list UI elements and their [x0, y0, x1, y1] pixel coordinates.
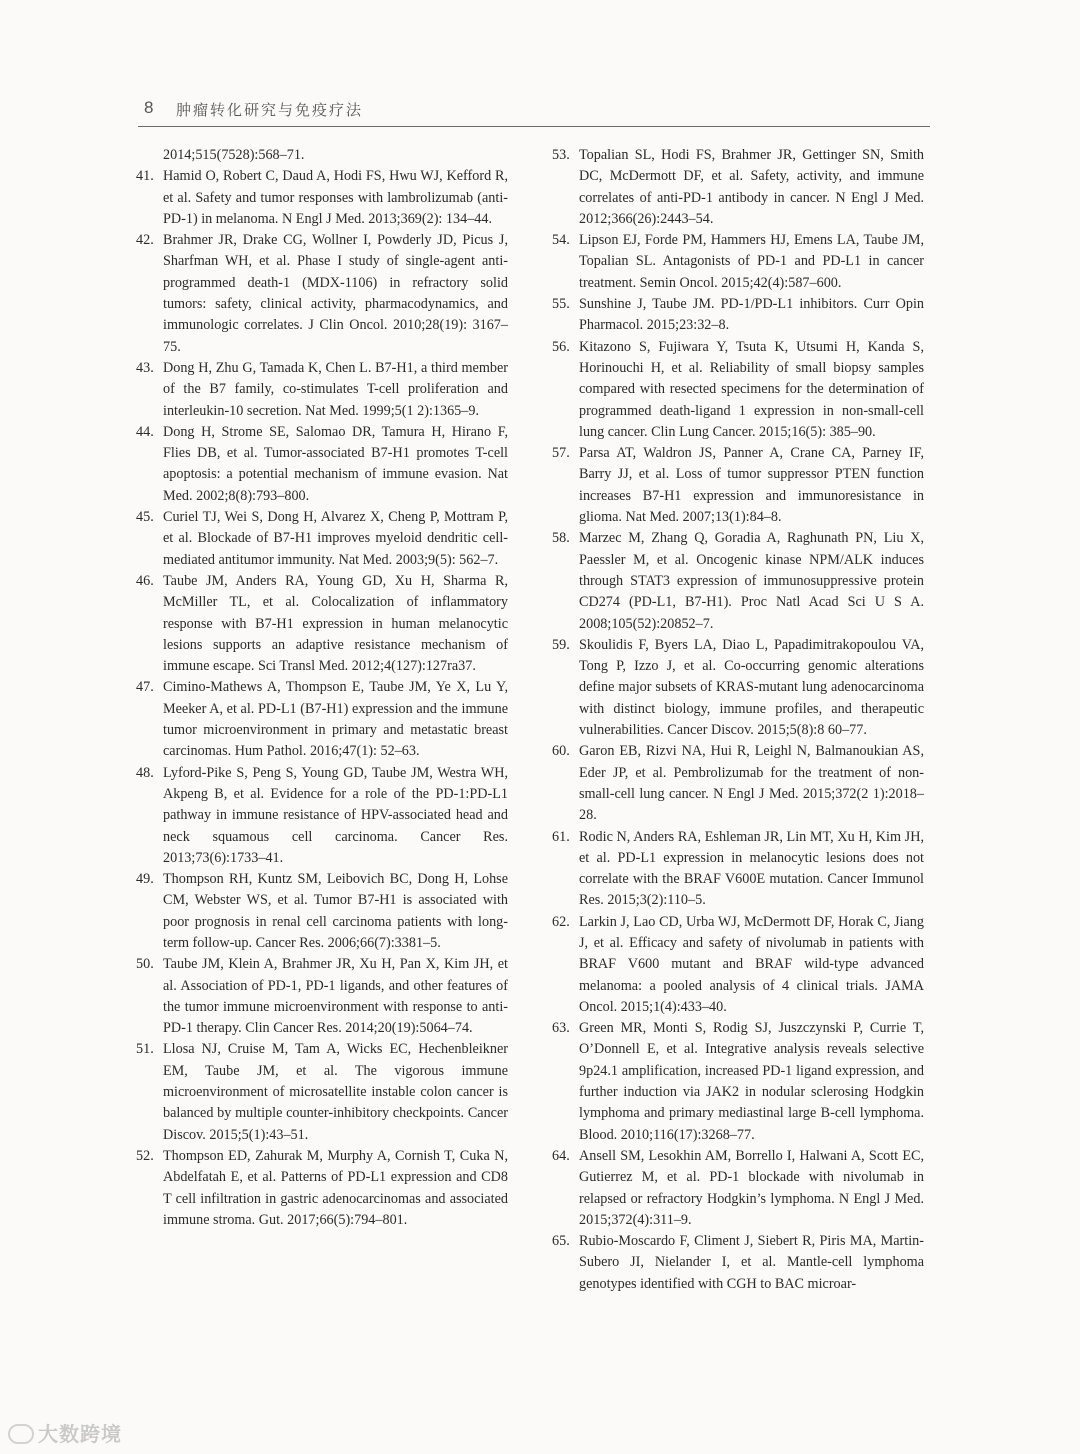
reference-number: 64. [552, 1147, 570, 1164]
reference-number: 58. [552, 530, 570, 547]
reference-item [136, 166, 508, 230]
reference-item [552, 294, 924, 337]
reference-item [552, 1231, 924, 1295]
reference-item [136, 422, 508, 507]
book-title: 肿瘤转化研究与免疫疗法 [176, 101, 364, 119]
reference-item [136, 230, 508, 358]
reference-text: Larkin J, Lao CD, Urba WJ, McDermott DF, Horak C, Jiang J, et al. Efficacy and safety of nivolumab in patients with BRAF V600 mutant and BRAF wild-type advanced melanoma: a pooled analysis of 4 clinical trials. JAMA Oncol. 2015;1(4):433–40. [579, 913, 924, 1015]
reference-text: Lipson EJ, Forde PM, Hammers HJ, Emens LA, Taube JM, Topalian SL. Antagonists of PD-1 and PD-L1 in cancer treatment. Semin Oncol. 2015;42(4):587–600. [579, 232, 924, 291]
reference-number: 49. [136, 871, 154, 888]
page-number: 8 [144, 98, 154, 117]
reference-number: 63. [552, 1020, 570, 1037]
watermark-logo-icon [8, 1424, 34, 1444]
reference-text: Marzec M, Zhang Q, Goradia A, Raghunath PN, Liu X, Paessler M, et al. Oncogenic kinase NPM/ALK induces through STAT3 expression of immunosuppressive protein CD274 (PD-L1, B7-H1). Proc Natl Acad Sci U S A. 2008;105(52):20852–7. [579, 530, 924, 632]
reference-text: Kitazono S, Fujiwara Y, Tsuta K, Utsumi H, Kanda S, Horinouchi H, et al. Reliability of small biopsy samples compared with resected specimens for the determination of programmed death-ligand 1 expression in non-small-cell lung cancer. Clin Lung Cancer. 2015;16(5): 385–90. [579, 338, 924, 440]
reference-number: 51. [136, 1041, 154, 1058]
watermark [8, 1418, 122, 1447]
reference-item [552, 145, 924, 230]
right-column [552, 145, 924, 1295]
reference-item [136, 1146, 508, 1231]
reference-text: Skoulidis F, Byers LA, Diao L, Papadimitrakopoulou VA, Tong P, Izzo J, et al. Co-occurring genomic alterations define major subsets of KRAS-mutant lung adenocarcinoma with distinct biology, immune profiles, and therapeutic vulnerabilities. Cancer Discov. 2015;5(8):8 60–77. [579, 636, 924, 739]
reference-number: 56. [552, 338, 570, 355]
reference-item [136, 571, 508, 677]
reference-continuation [136, 145, 508, 166]
reference-text: Brahmer JR, Drake CG, Wollner I, Powderly JD, Picus J, Sharfman WH, et al. Phase I study of single-agent anti-programmed death-1 (MDX-1106) in refractory solid tumors: safety, clinical activity, pharmacodynamics, and immunologic correlates. J Clin Oncol. 2010;28(19): 3167–75. [163, 232, 508, 355]
reference-text: Parsa AT, Waldron JS, Panner A, Crane CA, Parney IF, Barry JJ, et al. Loss of tumor suppressor PTEN function increases B7-H1 expression and immunoresistance in glioma. Nat Med. 2007;13(1):84–8. [579, 445, 924, 526]
reference-text: Taube JM, Klein A, Brahmer JR, Xu H, Pan X, Kim JH, et al. Association of PD-1, PD-1 ligands, and other features of the tumor immune microenvironment with response to anti-PD-1 therapy. Clin Cancer Res. 2014;20(19):5064–74. [163, 956, 508, 1037]
reference-number: 52. [136, 1147, 154, 1164]
reference-number: 53. [552, 147, 570, 163]
reference-item [552, 230, 924, 294]
reference-number: 57. [552, 445, 570, 462]
reference-item [552, 528, 924, 634]
reference-item [552, 635, 924, 741]
reference-item [136, 358, 508, 422]
reference-item [552, 741, 924, 826]
reference-item [552, 1018, 924, 1146]
reference-text: Garon EB, Rizvi NA, Hui R, Leighl N, Balmanoukian AS, Eder JP, et al. Pembrolizumab for the treatment of non-small-cell lung cancer. N Engl J Med. 2015;372(2 1):2018–28. [579, 743, 924, 824]
reference-number: 62. [552, 913, 570, 930]
reference-number: 43. [136, 359, 154, 376]
reference-number: 55. [552, 296, 570, 313]
reference-text: Topalian SL, Hodi FS, Brahmer JR, Gettinger SN, Smith DC, McDermott DF, et al. Safety, activity, and immune correlates of anti-PD-1 antibody in cancer. N Engl J Med. 2012;366(26):2443–54. [579, 147, 924, 227]
watermark-text: 大数跨境 [38, 1422, 122, 1446]
reference-text: Dong H, Strome SE, Salomao DR, Tamura H, Hirano F, Flies DB, et al. Tumor-associated B7-H1 promotes T-cell apoptosis: a potential mechanism of immune evasion. Nat Med. 2002;8(8):793–800. [163, 423, 508, 504]
reference-number: 45. [136, 509, 154, 526]
reference-number: 46. [136, 572, 154, 589]
reference-item [136, 677, 508, 762]
reference-text: Rubio-Moscardo F, Climent J, Siebert R, Piris MA, Martin-Subero JI, Nielander I, et al. Mantle-cell lymphoma genotypes identified with CGH to BAC microar- [579, 1233, 924, 1292]
reference-text: Taube JM, Anders RA, Young GD, Xu H, Sharma R, McMiller TL, et al. Colocalization of inflammatory response with B7-H1 expression in human melanocytic lesions supports an adaptive resistance mechanism of immune escape. Sci Transl Med. 2012;4(127):127ra37. [163, 572, 508, 675]
reference-item [136, 763, 508, 869]
reference-number: 44. [136, 423, 154, 440]
reference-item [552, 337, 924, 443]
reference-text: Thompson ED, Zahurak M, Murphy A, Cornish T, Cuka N, Abdelfatah E, et al. Patterns of PD-L1 expression and CD8 T cell infiltration in gastric adenocarcinomas and associated immune stroma. Gut. 2017;66(5):794–801. [163, 1147, 508, 1228]
reference-text: Ansell SM, Lesokhin AM, Borrello I, Halwani A, Scott EC, Gutierrez M, et al. PD-1 blockade with nivolumab in relapsed or refractory Hodgkin’s lymphoma. N Engl J Med. 2015;372(4):311–9. [579, 1147, 924, 1228]
reference-number: 48. [136, 764, 154, 781]
reference-number: 50. [136, 956, 154, 973]
reference-item [552, 827, 924, 912]
reference-number: 41. [136, 168, 154, 185]
page-header [138, 96, 930, 127]
reference-text: Cimino-Mathews A, Thompson E, Taube JM, Ye X, Lu Y, Meeker A, et al. PD-L1 (B7-H1) expression and the immune tumor microenvironment in primary and metastatic breast carcinomas. Hum Pathol. 2016;47(1): 52–63. [163, 679, 508, 760]
reference-text: Thompson RH, Kuntz SM, Leibovich BC, Dong H, Lohse CM, Webster WS, et al. Tumor B7-H1 is associated with poor prognosis in renal cell carcinoma patients with long-term follow-up. Cancer Res. 2006;66(7):3381–5. [163, 871, 508, 951]
reference-number: 61. [552, 828, 570, 845]
reference-item [552, 912, 924, 1018]
reference-text: Sunshine J, Taube JM. PD-1/PD-L1 inhibitors. Curr Opin Pharmacol. 2015;23:32–8. [579, 296, 924, 334]
reference-number: 65. [552, 1233, 570, 1250]
reference-text: 2014;515(7528):568–71. [163, 147, 305, 163]
reference-text: Green MR, Monti S, Rodig SJ, Juszczynski P, Currie T, O’Donnell E, et al. Integrative analysis reveals selective 9p24.1 amplification, increased PD-1 ligand expression, and further induction via JAK2 in nodular sclerosing Hodgkin lymphoma and primary mediastinal large B-cell lymphoma. Blood. 2010;116(17):3268–77. [579, 1020, 924, 1143]
reference-text: Lyford-Pike S, Peng S, Young GD, Taube JM, Westra WH, Akpeng B, et al. Evidence for a role of the PD-1:PD-L1 pathway in immune resistance of HPV-associated head and neck squamous cell carcinoma. Cancer Res. 2013;73(6):1733–41. [163, 764, 508, 866]
reference-number: 59. [552, 636, 570, 653]
reference-text: Hamid O, Robert C, Daud A, Hodi FS, Hwu WJ, Kefford R, et al. Safety and tumor responses with lambrolizumab (anti-PD-1) in melanoma. N Engl J Med. 2013;369(2): 134–44. [163, 168, 508, 227]
reference-number: 54. [552, 232, 570, 249]
reference-item [136, 1039, 508, 1145]
reference-item [552, 443, 924, 528]
reference-item [136, 869, 508, 954]
reference-text: Rodic N, Anders RA, Eshleman JR, Lin MT, Xu H, Kim JH, et al. PD-L1 expression in melanocytic lesions does not correlate with the BRAF V600E mutation. Cancer Immunol Res. 2015;3(2):110–5. [579, 828, 924, 909]
reference-item [136, 954, 508, 1039]
reference-item [552, 1146, 924, 1231]
reference-number: 60. [552, 743, 570, 760]
reference-text: Dong H, Zhu G, Tamada K, Chen L. B7-H1, a third member of the B7 family, co-stimulates T-cell proliferation and interleukin-10 secretion. Nat Med. 1999;5(1 2):1365–9. [163, 359, 508, 419]
reference-number: 42. [136, 232, 154, 249]
reference-text: Llosa NJ, Cruise M, Tam A, Wicks EC, Hechenbleikner EM, Taube JM, et al. The vigorous immune microenvironment of microsatellite instable colon cancer is balanced by multiple counter-inhibitory checkpoints. Cancer Discov. 2015;5(1):43–51. [163, 1041, 508, 1143]
reference-item [136, 507, 508, 571]
reference-number: 47. [136, 679, 154, 696]
left-column [136, 145, 508, 1231]
reference-text: Curiel TJ, Wei S, Dong H, Alvarez X, Cheng P, Mottram P, et al. Blockade of B7-H1 improves myeloid dendritic cell-mediated antitumor immunity. Nat Med. 2003;9(5): 562–7. [163, 509, 508, 568]
